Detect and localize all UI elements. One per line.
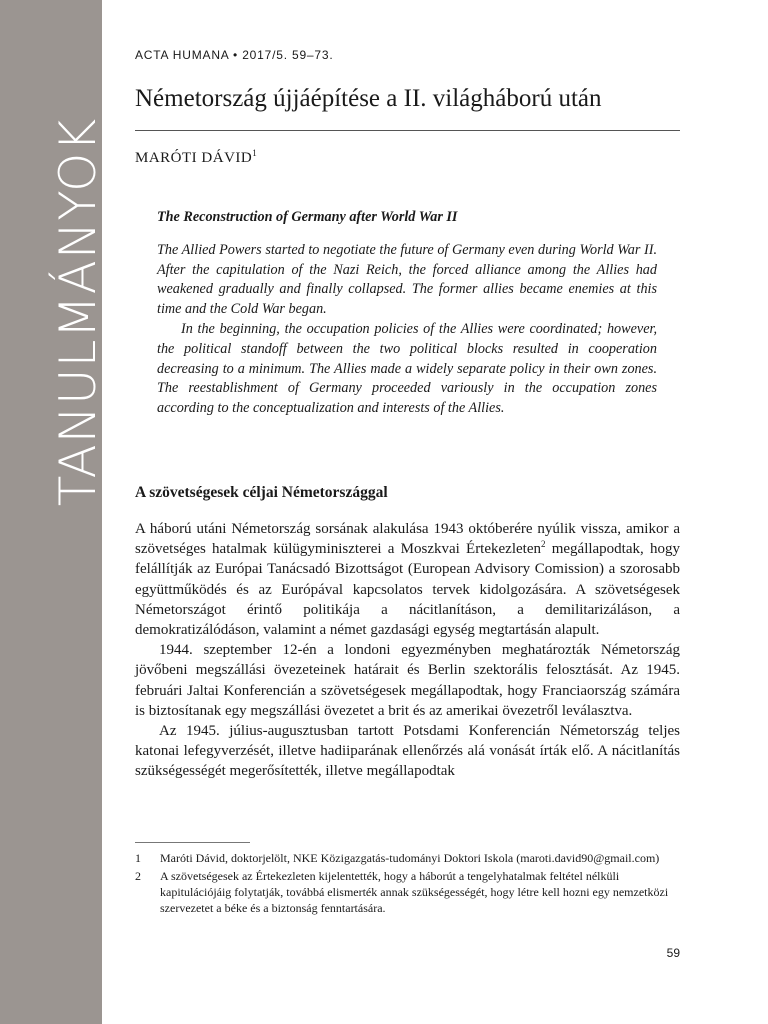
footnotes bbox=[135, 850, 680, 918]
abstract-title: The Reconstruction of Germany after World War II bbox=[157, 209, 458, 225]
body-text bbox=[135, 519, 680, 782]
journal-reference: ACTA HUMANA • 2017/5. 59–73. bbox=[135, 48, 334, 62]
section-label: TANULMÁNYOK bbox=[49, 117, 107, 507]
author-name: MARÓTI DÁVID bbox=[135, 150, 253, 166]
abstract-paragraph: In the beginning, the occupation policies of the Allies were coordinated; however, the political standoff between the two political blocks resulted in cooperation decreasing to a minimum. The Allies made a widely separate policy in their own zones. The reestablishment of Germany proceeded variously in the occupation zones according to the conceptualization and interests of the Allies. bbox=[157, 320, 657, 417]
footnote-number: 2 bbox=[135, 869, 141, 883]
body-paragraph: Az 1945. július-augusztusban tartott Potsdami Konferencián Németország teljes katonai lefegyverzését, illetve hadiiparának ellenőrzés alá vonását írták elő. A nácitlanítás szükségességét megerősítették, illetve megállapodtak bbox=[135, 723, 680, 780]
body-text-segment: megállapodtak, hogy felállítják az Európai Tanácsadó Bizottságot (European Advisory Comission) a szorosabb együttműködés és az Európával kapcsolatos tervek kidolgozására. A szövetségesek Németországot érintő politikája a nácitlanításon, a demilitarizáláson, a demokratizálódáson, valamint a német gazdasági egység megtartásán alapult. bbox=[135, 541, 680, 639]
article-title: Németország újjáépítése a II. világháború után bbox=[135, 85, 602, 112]
body-paragraph bbox=[135, 519, 680, 640]
author-footnote-mark: 1 bbox=[252, 148, 258, 158]
abstract bbox=[157, 208, 657, 419]
body-text-segment: A háború utáni Németország sorsának alakulása 1943 októberére nyúlik vissza, amikor a szövetséges hatalmak külügyminiszterei a Moszkvai Értekezleten bbox=[135, 521, 680, 558]
footnote bbox=[135, 850, 680, 866]
title-divider bbox=[135, 130, 680, 131]
footnote-text: A szövetségesek az Értekezleten kijelentették, hogy a háborút a tengelyhatalmak feltétel nélküli kapitulációjáig folytatják, továbbá elismerték annak szükségességét, hogy létre kell hozni egy nemzetközi szervezetet a béke és a biztonság fenntartására. bbox=[160, 869, 669, 915]
author bbox=[135, 148, 257, 167]
abstract-paragraph: The Allied Powers started to negotiate the future of Germany even during World War II. After the capitulation of the Nazi Reich, the forced alliance among the Allies had weakened gradually and finally collapsed. The former allies became enemies at this time and the Cold War began. bbox=[157, 241, 657, 318]
footnote-divider bbox=[135, 842, 250, 843]
sidebar-band bbox=[0, 0, 107, 1024]
footnote-number: 1 bbox=[135, 851, 141, 865]
footnote-reference[interactable]: 2 bbox=[540, 539, 546, 550]
page-number: 59 bbox=[666, 946, 680, 960]
footnote-text: Maróti Dávid, doktorjelölt, NKE Közigazgatás-tudományi Doktori Iskola (maroti.david90@gmail.com) bbox=[160, 851, 660, 865]
body-paragraph: 1944. szeptember 12-én a londoni egyezményben meghatározták Németország jövőbeni megszállási övezeteinek határait és Berlin szektorális felosztását. Az 1945. februári Jaltai Konferencián a szövetségesek megállapodtak, hogy Franciaország számára is biztosítanak egy megszállási övezetet a brit és az amerikai övezetről leválasztva. bbox=[135, 642, 680, 719]
section-heading: A szövetségesek céljai Németországgal bbox=[135, 484, 388, 501]
footnote bbox=[135, 868, 680, 916]
